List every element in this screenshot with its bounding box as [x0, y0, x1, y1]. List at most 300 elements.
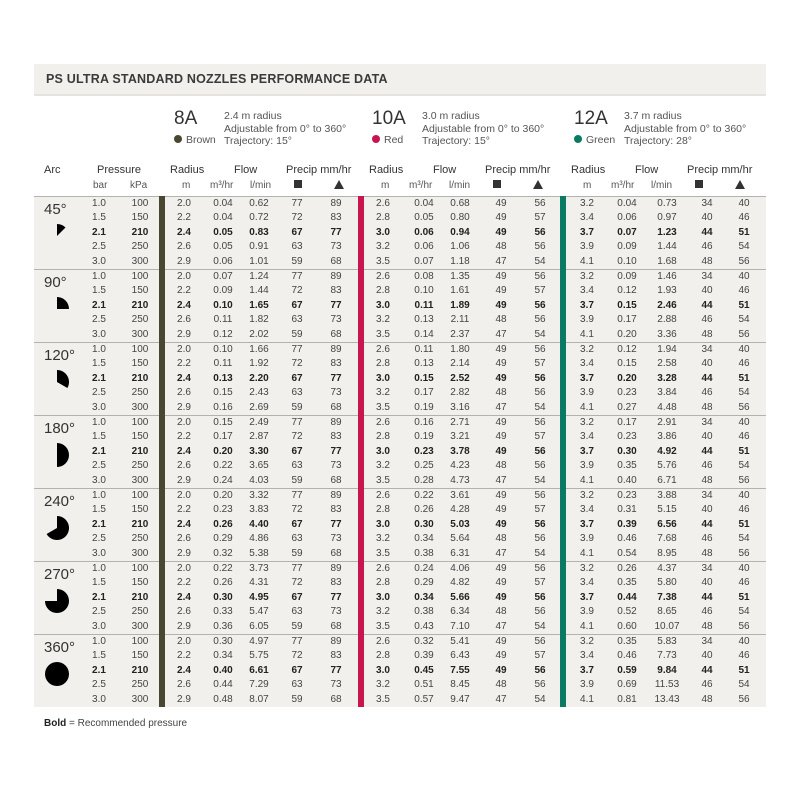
- table-cell: 0.39: [414, 650, 434, 662]
- table-cell: 1.68: [657, 255, 677, 267]
- table-cell: 46: [701, 606, 713, 618]
- table-cell: 1.61: [450, 285, 470, 297]
- table-cell: 0.26: [213, 518, 233, 530]
- table-cell: 2.5: [92, 679, 106, 691]
- table-cell: 0.26: [617, 563, 637, 574]
- table-cell: 0.16: [414, 417, 434, 428]
- table-cell: 77: [291, 344, 303, 355]
- table-row: [34, 445, 766, 459]
- table-cell: 48: [701, 620, 713, 632]
- color-dot-icon: [574, 135, 582, 143]
- table-cell: 4.86: [249, 533, 269, 545]
- table-cell: 47: [495, 401, 507, 413]
- table-cell: 77: [291, 490, 303, 501]
- col-header-radius: Radius: [571, 164, 606, 176]
- table-cell: 77: [330, 372, 342, 384]
- nozzle-code: 12A: [574, 108, 608, 129]
- table-cell: 0.22: [213, 563, 233, 574]
- table-cell: 49: [495, 226, 507, 238]
- table-cell: 56: [534, 636, 546, 647]
- table-cell: 67: [291, 372, 303, 384]
- table-cell: 77: [291, 198, 303, 209]
- col-header-precip: Precip mm/hr: [485, 164, 551, 176]
- table-cell: 7.29: [249, 679, 269, 691]
- table-cell: 0.05: [213, 226, 233, 238]
- table-cell: 3.2: [376, 241, 390, 253]
- nozzle-header-8a: [174, 108, 364, 152]
- table-cell: 46: [701, 314, 713, 326]
- table-cell: 3.73: [249, 563, 269, 574]
- table-cell: 49: [495, 299, 507, 311]
- nozzle-color-label: Red: [372, 134, 403, 146]
- table-cell: 68: [330, 693, 342, 705]
- table-cell: 2.14: [450, 358, 470, 370]
- table-cell: 2.49: [249, 417, 269, 428]
- table-cell: 100: [131, 417, 149, 428]
- col-sub-m: m: [583, 180, 592, 191]
- table-cell: 59: [291, 693, 303, 705]
- table-cell: 0.69: [617, 679, 637, 691]
- table-cell: 0.20: [617, 328, 637, 340]
- table-cell: 4.28: [450, 504, 470, 516]
- table-cell: 77: [330, 518, 342, 530]
- table-cell: 0.12: [617, 344, 637, 355]
- table-cell: 2.8: [376, 650, 390, 662]
- table-cell: 3.0: [92, 401, 106, 413]
- table-cell: 56: [534, 664, 546, 676]
- table-cell: 0.17: [414, 387, 434, 399]
- table-cell: 0.11: [213, 358, 233, 370]
- col-sub-lmin: l/min: [449, 180, 471, 191]
- table-cell: 2.88: [657, 314, 677, 326]
- table-cell: 3.4: [580, 212, 594, 224]
- table-cell: 0.13: [213, 372, 233, 384]
- table-cell: 3.4: [580, 650, 594, 662]
- table-row: [34, 299, 766, 313]
- table-cell: 0.05: [213, 241, 233, 253]
- table-cell: 1.23: [657, 226, 677, 238]
- table-cell: 1.89: [450, 299, 470, 311]
- nozzle-description: 3.7 m radius Adjustable from 0° to 360° Trajectory: 28°: [624, 110, 747, 147]
- table-cell: 2.6: [376, 490, 390, 501]
- table-row: [34, 532, 766, 546]
- table-cell: 48: [495, 533, 507, 545]
- table-cell: 4.82: [450, 577, 470, 589]
- table-cell: 3.4: [580, 504, 594, 516]
- table-cell: 300: [131, 547, 149, 559]
- table-cell: 250: [131, 606, 149, 618]
- table-cell: 5.15: [657, 504, 677, 516]
- col-header-radius: Radius: [369, 164, 404, 176]
- table-row: [34, 313, 766, 327]
- table-cell: 100: [131, 490, 149, 501]
- table-cell: 56: [534, 606, 546, 618]
- table-cell: 150: [131, 650, 149, 662]
- table-cell: 1.0: [92, 490, 106, 501]
- table-cell: 0.09: [617, 241, 637, 253]
- table-cell: 2.5: [92, 314, 106, 326]
- table-cell: 0.04: [414, 198, 434, 209]
- table-cell: 49: [495, 198, 507, 209]
- table-cell: 3.9: [580, 606, 594, 618]
- table-cell: 0.28: [414, 474, 434, 486]
- table-cell: 0.62: [249, 198, 269, 209]
- table-cell: 0.17: [213, 431, 233, 443]
- table-cell: 0.29: [213, 533, 233, 545]
- table-cell: 1.65: [249, 299, 269, 311]
- table-cell: 63: [291, 460, 303, 472]
- table-cell: 2.69: [249, 401, 269, 413]
- table-cell: 46: [701, 460, 713, 472]
- table-cell: 1.01: [249, 255, 269, 267]
- nozzle-color-label: Brown: [174, 134, 216, 146]
- table-cell: 2.4: [177, 299, 191, 311]
- table-cell: 59: [291, 401, 303, 413]
- table-cell: 2.1: [92, 591, 106, 603]
- table-cell: 3.21: [450, 431, 470, 443]
- table-cell: 54: [534, 620, 546, 632]
- table-cell: 1.5: [92, 650, 106, 662]
- table-cell: 48: [701, 547, 713, 559]
- table-cell: 0.17: [617, 417, 637, 428]
- table-cell: 210: [131, 518, 149, 530]
- table-row: [34, 211, 766, 225]
- table-cell: 40: [738, 417, 750, 428]
- table-cell: 77: [291, 271, 303, 282]
- table-cell: 0.13: [414, 358, 434, 370]
- arc-label: 180°: [44, 420, 76, 437]
- table-cell: 2.6: [177, 679, 191, 691]
- table-row: [34, 591, 766, 605]
- table-cell: 3.2: [376, 606, 390, 618]
- table-cell: 77: [330, 664, 342, 676]
- table-cell: 1.44: [657, 241, 677, 253]
- triangle-spacing-icon: [735, 180, 745, 192]
- table-cell: 3.88: [657, 490, 677, 501]
- table-cell: 2.4: [177, 664, 191, 676]
- table-row: [34, 343, 766, 357]
- table-cell: 3.0: [376, 591, 390, 603]
- table-cell: 3.7: [580, 445, 594, 457]
- table-cell: 2.9: [177, 693, 191, 705]
- table-cell: 2.9: [177, 401, 191, 413]
- table-cell: 300: [131, 328, 149, 340]
- table-cell: 2.4: [177, 445, 191, 457]
- table-cell: 0.10: [617, 255, 637, 267]
- table-cell: 3.30: [249, 445, 269, 457]
- col-header-flow: Flow: [433, 164, 457, 176]
- table-cell: 68: [330, 474, 342, 486]
- square-spacing-icon: [695, 180, 703, 191]
- table-cell: 54: [534, 401, 546, 413]
- table-cell: 2.0: [177, 344, 191, 355]
- table-cell: 6.34: [450, 606, 470, 618]
- table-cell: 2.87: [249, 431, 269, 443]
- table-cell: 0.07: [617, 226, 637, 238]
- table-cell: 2.8: [376, 431, 390, 443]
- table-cell: 54: [534, 328, 546, 340]
- table-cell: 68: [330, 401, 342, 413]
- table-cell: 46: [738, 577, 750, 589]
- table-cell: 8.07: [249, 693, 269, 705]
- table-cell: 48: [495, 679, 507, 691]
- table-cell: 49: [495, 591, 507, 603]
- table-cell: 48: [701, 328, 713, 340]
- arc-label: 240°: [44, 493, 76, 510]
- table-cell: 83: [330, 650, 342, 662]
- table-cell: 3.0: [376, 226, 390, 238]
- table-cell: 59: [291, 328, 303, 340]
- table-cell: 0.06: [617, 212, 637, 224]
- table-cell: 1.5: [92, 504, 106, 516]
- table-cell: 2.8: [376, 285, 390, 297]
- table-cell: 49: [495, 431, 507, 443]
- table-cell: 54: [738, 533, 750, 545]
- table-cell: 67: [291, 518, 303, 530]
- table-cell: 3.7: [580, 591, 594, 603]
- table-cell: 4.73: [450, 474, 470, 486]
- table-cell: 56: [738, 474, 750, 486]
- table-cell: 3.9: [580, 460, 594, 472]
- table-cell: 6.56: [657, 518, 677, 530]
- table-cell: 34: [701, 344, 713, 355]
- table-cell: 210: [131, 226, 149, 238]
- table-cell: 0.23: [617, 387, 637, 399]
- table-cell: 77: [330, 226, 342, 238]
- table-cell: 34: [701, 636, 713, 647]
- table-cell: 72: [291, 650, 303, 662]
- table-cell: 0.06: [414, 226, 434, 238]
- table-row: [34, 357, 766, 371]
- table-cell: 54: [534, 255, 546, 267]
- table-cell: 0.17: [617, 314, 637, 326]
- table-cell: 2.6: [376, 636, 390, 647]
- table-cell: 56: [534, 490, 546, 501]
- table-cell: 7.55: [450, 664, 470, 676]
- table-cell: 49: [495, 563, 507, 574]
- table-cell: 3.28: [657, 372, 677, 384]
- table-cell: 72: [291, 358, 303, 370]
- table-row: [34, 270, 766, 284]
- table-cell: 67: [291, 591, 303, 603]
- table-cell: 56: [534, 226, 546, 238]
- table-cell: 3.2: [580, 271, 594, 282]
- color-dot-icon: [174, 135, 182, 143]
- table-cell: 2.2: [177, 650, 191, 662]
- table-cell: 48: [701, 693, 713, 705]
- table-cell: 83: [330, 358, 342, 370]
- table-cell: 3.0: [92, 693, 106, 705]
- col-sub-m3hr: m³/hr: [409, 180, 433, 191]
- table-row: [34, 255, 766, 269]
- table-cell: 63: [291, 533, 303, 545]
- table-cell: 49: [495, 285, 507, 297]
- nozzle-color-label: Green: [574, 134, 615, 146]
- table-cell: 0.32: [213, 547, 233, 559]
- table-cell: 0.20: [213, 490, 233, 501]
- table-cell: 0.68: [450, 198, 470, 209]
- table-cell: 0.83: [249, 226, 269, 238]
- table-cell: 3.0: [92, 620, 106, 632]
- table-cell: 0.60: [617, 620, 637, 632]
- table-cell: 2.58: [657, 358, 677, 370]
- triangle-spacing-icon: [334, 180, 344, 192]
- table-cell: 46: [701, 241, 713, 253]
- table-cell: 2.6: [177, 606, 191, 618]
- table-cell: 48: [495, 460, 507, 472]
- table-cell: 40: [738, 490, 750, 501]
- table-cell: 250: [131, 241, 149, 253]
- table-cell: 1.92: [249, 358, 269, 370]
- table-cell: 0.30: [213, 591, 233, 603]
- table-row: [34, 401, 766, 415]
- table-cell: 3.2: [580, 636, 594, 647]
- table-cell: 0.05: [414, 212, 434, 224]
- table-cell: 44: [701, 372, 713, 384]
- table-cell: 8.45: [450, 679, 470, 691]
- table-cell: 0.12: [617, 285, 637, 297]
- table-cell: 54: [534, 474, 546, 486]
- col-header-flow: Flow: [234, 164, 258, 176]
- table-cell: 1.0: [92, 198, 106, 209]
- table-cell: 34: [701, 271, 713, 282]
- col-sub-m: m: [381, 180, 390, 191]
- table-cell: 56: [534, 679, 546, 691]
- table-cell: 1.93: [657, 285, 677, 297]
- table-cell: 67: [291, 299, 303, 311]
- table-cell: 59: [291, 474, 303, 486]
- table-row: [34, 649, 766, 663]
- table-cell: 2.4: [177, 518, 191, 530]
- table-cell: 300: [131, 255, 149, 267]
- table-cell: 49: [495, 636, 507, 647]
- table-cell: 0.38: [414, 547, 434, 559]
- table-cell: 3.2: [580, 344, 594, 355]
- table-cell: 40: [738, 344, 750, 355]
- table-cell: 5.41: [450, 636, 470, 647]
- table-cell: 250: [131, 533, 149, 545]
- table-cell: 56: [534, 387, 546, 399]
- table-cell: 3.32: [249, 490, 269, 501]
- table-cell: 3.7: [580, 664, 594, 676]
- table-cell: 2.8: [376, 577, 390, 589]
- table-cell: 51: [738, 445, 750, 457]
- table-cell: 0.40: [213, 664, 233, 676]
- table-cell: 0.22: [414, 490, 434, 501]
- table-cell: 4.1: [580, 255, 594, 267]
- table-cell: 0.57: [414, 693, 434, 705]
- table-cell: 6.61: [249, 664, 269, 676]
- table-cell: 0.04: [213, 212, 233, 224]
- table-row: [34, 197, 766, 211]
- table-cell: 0.80: [450, 212, 470, 224]
- table-cell: 47: [495, 693, 507, 705]
- arc-group-360: [34, 634, 766, 707]
- table-cell: 2.20: [249, 372, 269, 384]
- table-cell: 2.2: [177, 431, 191, 443]
- table-cell: 3.2: [580, 198, 594, 209]
- table-row: [34, 474, 766, 488]
- table-cell: 3.2: [580, 417, 594, 428]
- table-cell: 47: [495, 328, 507, 340]
- table-cell: 10.07: [654, 620, 680, 632]
- table-row: [34, 678, 766, 692]
- table-cell: 49: [495, 445, 507, 457]
- table-cell: 3.65: [249, 460, 269, 472]
- table-cell: 0.39: [617, 518, 637, 530]
- table-cell: 150: [131, 285, 149, 297]
- table-cell: 54: [738, 460, 750, 472]
- table-cell: 0.51: [414, 679, 434, 691]
- table-cell: 67: [291, 226, 303, 238]
- table-cell: 0.12: [213, 328, 233, 340]
- table-cell: 2.6: [376, 563, 390, 574]
- table-cell: 4.48: [657, 401, 677, 413]
- table-cell: 300: [131, 401, 149, 413]
- triangle-spacing-icon: [533, 180, 543, 192]
- table-row: [34, 605, 766, 619]
- arc-label: 270°: [44, 566, 76, 583]
- table-row: [34, 386, 766, 400]
- table-cell: 5.66: [450, 591, 470, 603]
- table-cell: 0.35: [617, 577, 637, 589]
- table-cell: 1.82: [249, 314, 269, 326]
- table-cell: 54: [738, 606, 750, 618]
- table-cell: 2.0: [177, 636, 191, 647]
- table-cell: 300: [131, 620, 149, 632]
- table-cell: 73: [330, 679, 342, 691]
- arc-label: 45°: [44, 201, 67, 218]
- table-cell: 8.65: [657, 606, 677, 618]
- table-cell: 0.33: [213, 606, 233, 618]
- table-cell: 40: [701, 358, 713, 370]
- table-cell: 83: [330, 504, 342, 516]
- table-cell: 2.9: [177, 474, 191, 486]
- table-cell: 46: [738, 431, 750, 443]
- table-cell: 300: [131, 693, 149, 705]
- table-cell: 210: [131, 591, 149, 603]
- table-cell: 300: [131, 474, 149, 486]
- table-cell: 3.7: [580, 226, 594, 238]
- table-cell: 57: [534, 577, 546, 589]
- table-cell: 2.11: [450, 314, 470, 326]
- table-cell: 0.10: [213, 299, 233, 311]
- table-cell: 0.23: [213, 504, 233, 516]
- table-cell: 0.94: [450, 226, 470, 238]
- table-cell: 0.97: [657, 212, 677, 224]
- table-cell: 0.15: [213, 387, 233, 399]
- table-cell: 68: [330, 547, 342, 559]
- table-cell: 4.1: [580, 693, 594, 705]
- table-cell: 48: [701, 401, 713, 413]
- table-cell: 63: [291, 387, 303, 399]
- table-title: PS ULTRA STANDARD NOZZLES PERFORMANCE DATA: [46, 72, 388, 86]
- table-cell: 1.44: [249, 285, 269, 297]
- nozzle-header-10a: [372, 108, 562, 152]
- table-row: [34, 459, 766, 473]
- table-cell: 40: [701, 212, 713, 224]
- table-cell: 2.2: [177, 212, 191, 224]
- table-cell: 2.46: [657, 299, 677, 311]
- table-cell: 46: [738, 285, 750, 297]
- table-cell: 3.2: [376, 533, 390, 545]
- table-cell: 3.4: [580, 431, 594, 443]
- table-cell: 89: [330, 490, 342, 501]
- table-cell: 1.35: [450, 271, 470, 282]
- table-cell: 44: [701, 591, 713, 603]
- table-cell: 6.71: [657, 474, 677, 486]
- table-cell: 210: [131, 445, 149, 457]
